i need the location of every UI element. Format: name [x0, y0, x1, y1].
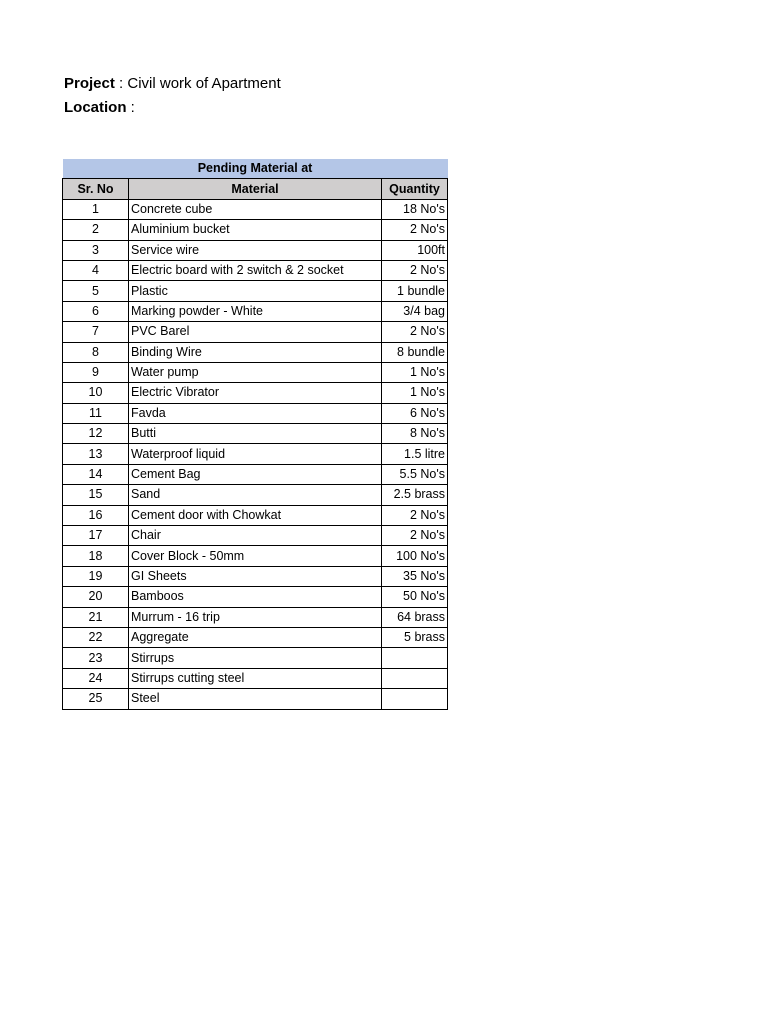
material-cell: Concrete cube: [129, 199, 382, 219]
material-cell: Cement Bag: [129, 464, 382, 484]
table-row: [63, 424, 448, 444]
sr-no-cell: 23: [63, 648, 129, 668]
table-row: [63, 587, 448, 607]
material-cell: Plastic: [129, 281, 382, 301]
quantity-cell: 2.5 brass: [382, 485, 448, 505]
material-cell: Butti: [129, 424, 382, 444]
quantity-cell: [382, 668, 448, 688]
sr-no-cell: 9: [63, 362, 129, 382]
table-row: [63, 199, 448, 219]
material-cell: Binding Wire: [129, 342, 382, 362]
quantity-cell: 1 bundle: [382, 281, 448, 301]
material-cell: Cover Block - 50mm: [129, 546, 382, 566]
quantity-cell: 3/4 bag: [382, 301, 448, 321]
location-label: Location: [64, 99, 127, 116]
quantity-cell: 1 No's: [382, 383, 448, 403]
sr-no-cell: 11: [63, 403, 129, 423]
quantity-cell: 6 No's: [382, 403, 448, 423]
sr-no-cell: 17: [63, 526, 129, 546]
table-row: [63, 444, 448, 464]
sr-no-cell: 15: [63, 485, 129, 505]
quantity-cell: 18 No's: [382, 199, 448, 219]
sr-no-cell: 14: [63, 464, 129, 484]
quantity-cell: 100ft: [382, 240, 448, 260]
quantity-cell: 1.5 litre: [382, 444, 448, 464]
sr-no-cell: 18: [63, 546, 129, 566]
quantity-cell: 5.5 No's: [382, 464, 448, 484]
quantity-cell: 2 No's: [382, 220, 448, 240]
quantity-cell: 2 No's: [382, 260, 448, 280]
sr-no-cell: 3: [63, 240, 129, 260]
table-title-row: [63, 159, 448, 179]
table-row: [63, 281, 448, 301]
quantity-cell: 5 brass: [382, 627, 448, 647]
table-row: [63, 668, 448, 688]
sr-no-cell: 7: [63, 322, 129, 342]
table-row: [63, 546, 448, 566]
quantity-cell: 8 No's: [382, 424, 448, 444]
project-label: Project: [64, 75, 115, 92]
material-cell: Steel: [129, 689, 382, 709]
material-cell: Water pump: [129, 362, 382, 382]
material-cell: Marking powder - White: [129, 301, 382, 321]
sr-no-cell: 4: [63, 260, 129, 280]
column-header-sr-no: Sr. No: [63, 179, 129, 199]
quantity-cell: 35 No's: [382, 566, 448, 586]
quantity-cell: [382, 648, 448, 668]
table-row: [63, 301, 448, 321]
quantity-cell: 2 No's: [382, 505, 448, 525]
material-cell: Murrum - 16 trip: [129, 607, 382, 627]
sr-no-cell: 24: [63, 668, 129, 688]
quantity-cell: 1 No's: [382, 362, 448, 382]
column-header-quantity: Quantity: [382, 179, 448, 199]
project-value: Civil work of Apartment: [127, 75, 281, 92]
material-cell: Aggregate: [129, 627, 382, 647]
table-row: [63, 485, 448, 505]
material-cell: Waterproof liquid: [129, 444, 382, 464]
quantity-cell: [382, 689, 448, 709]
location-line: Location :: [64, 99, 135, 116]
sr-no-cell: 12: [63, 424, 129, 444]
table-row: [63, 689, 448, 709]
table-row: [63, 648, 448, 668]
material-cell: PVC Barel: [129, 322, 382, 342]
sr-no-cell: 10: [63, 383, 129, 403]
quantity-cell: 2 No's: [382, 526, 448, 546]
project-line: Project : Civil work of Apartment: [64, 75, 281, 92]
table-row: [63, 220, 448, 240]
document-header: [64, 72, 281, 120]
table-row: [63, 240, 448, 260]
sr-no-cell: 21: [63, 607, 129, 627]
material-cell: Bamboos: [129, 587, 382, 607]
material-cell: Chair: [129, 526, 382, 546]
pending-material-table: [62, 159, 448, 710]
sr-no-cell: 16: [63, 505, 129, 525]
sr-no-cell: 13: [63, 444, 129, 464]
sr-no-cell: 25: [63, 689, 129, 709]
material-cell: Cement door with Chowkat: [129, 505, 382, 525]
table-row: [63, 403, 448, 423]
table-row: [63, 260, 448, 280]
sr-no-cell: 6: [63, 301, 129, 321]
material-cell: Electric board with 2 switch & 2 socket: [129, 260, 382, 280]
table-header-row: [63, 179, 448, 199]
quantity-cell: 50 No's: [382, 587, 448, 607]
table-row: [63, 505, 448, 525]
sr-no-cell: 22: [63, 627, 129, 647]
sr-no-cell: 1: [63, 199, 129, 219]
table-row: [63, 362, 448, 382]
material-cell: Aluminium bucket: [129, 220, 382, 240]
material-cell: Sand: [129, 485, 382, 505]
column-header-material: Material: [129, 179, 382, 199]
sr-no-cell: 2: [63, 220, 129, 240]
quantity-cell: 64 brass: [382, 607, 448, 627]
material-cell: Service wire: [129, 240, 382, 260]
table-row: [63, 627, 448, 647]
table-row: [63, 566, 448, 586]
table-body: [63, 199, 448, 709]
quantity-cell: 100 No's: [382, 546, 448, 566]
quantity-cell: 8 bundle: [382, 342, 448, 362]
table-row: [63, 526, 448, 546]
material-cell: Electric Vibrator: [129, 383, 382, 403]
sr-no-cell: 8: [63, 342, 129, 362]
table-row: [63, 342, 448, 362]
table-title: Pending Material at: [63, 159, 448, 179]
material-cell: Favda: [129, 403, 382, 423]
material-cell: Stirrups: [129, 648, 382, 668]
sr-no-cell: 5: [63, 281, 129, 301]
material-cell: GI Sheets: [129, 566, 382, 586]
table-row: [63, 464, 448, 484]
table-row: [63, 322, 448, 342]
material-cell: Stirrups cutting steel: [129, 668, 382, 688]
sr-no-cell: 19: [63, 566, 129, 586]
sr-no-cell: 20: [63, 587, 129, 607]
quantity-cell: 2 No's: [382, 322, 448, 342]
table-row: [63, 607, 448, 627]
table-row: [63, 383, 448, 403]
